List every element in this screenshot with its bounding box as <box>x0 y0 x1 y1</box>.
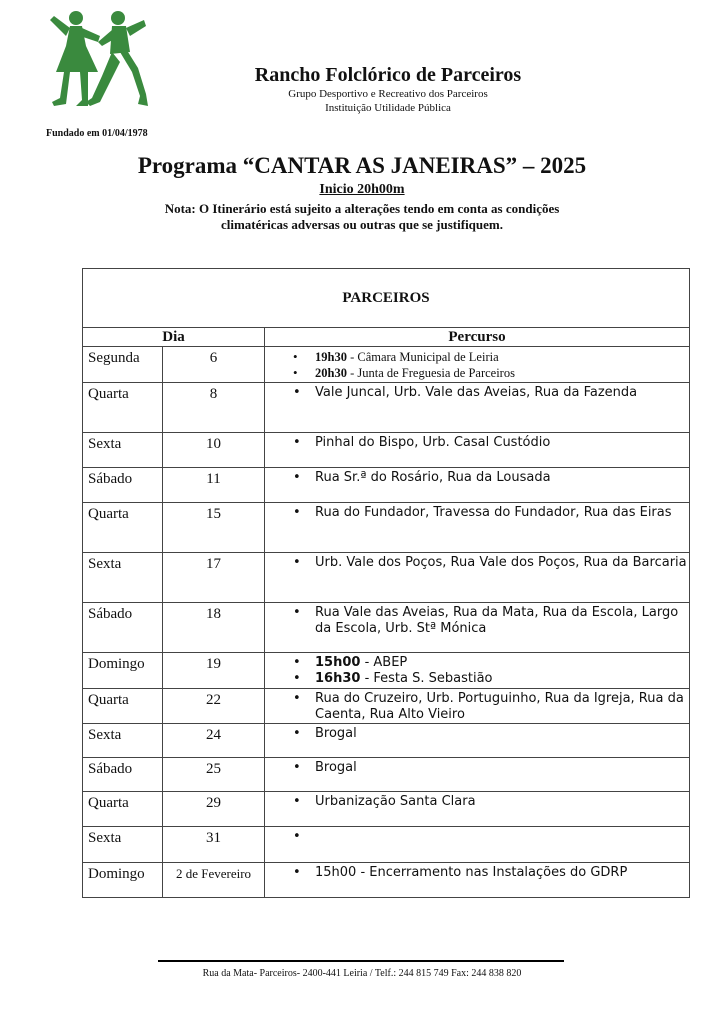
program-start-time: Inicio 20h00m <box>319 182 405 197</box>
route-text: Urb. Vale dos Poços, Rua Vale dos Poços, Rua da Barcaria <box>315 555 687 570</box>
row-day: Segunda <box>83 347 163 383</box>
row-route <box>265 468 690 503</box>
program-note <box>110 201 614 233</box>
row-date: 17 <box>163 553 265 603</box>
route-item <box>315 555 689 571</box>
footer-address: Rua da Mata- Parceiros- 2400-441 Leiria / Telf.: 244 815 749 Fax: 244 838 820 <box>202 968 522 979</box>
route-text: Rua do Fundador, Travessa do Fundador, Rua das Eiras <box>315 505 672 520</box>
table-row <box>83 433 690 468</box>
row-day: Sexta <box>83 553 163 603</box>
table-row <box>83 383 690 433</box>
row-date: 29 <box>163 792 265 827</box>
table-row <box>83 863 690 898</box>
row-day: Sábado <box>83 468 163 503</box>
table-row <box>83 468 690 503</box>
route-item <box>315 435 689 451</box>
route-item <box>315 760 689 776</box>
row-day: Domingo <box>83 653 163 689</box>
row-date: 19 <box>163 653 265 689</box>
row-date: 15 <box>163 503 265 553</box>
row-day: Quarta <box>83 792 163 827</box>
route-item <box>315 365 689 381</box>
table-row <box>83 347 690 383</box>
route-text: Rua do Cruzeiro, Urb. Portuguinho, Rua da Igreja, Rua da Caenta, Rua Alto Vieiro <box>315 691 684 722</box>
row-date: 25 <box>163 758 265 792</box>
table-row <box>83 503 690 553</box>
row-date: 31 <box>163 827 265 863</box>
route-item <box>315 470 689 486</box>
row-route <box>265 653 690 689</box>
route-text: 15h00 - Encerramento nas Instalações do GDRP <box>315 865 628 880</box>
route-text: - Festa S. Sebastião <box>360 671 493 686</box>
row-route <box>265 603 690 653</box>
route-item <box>315 655 689 671</box>
route-text: Brogal <box>315 760 357 775</box>
row-route <box>265 792 690 827</box>
footer-divider <box>158 960 564 962</box>
route-item <box>315 726 689 742</box>
route-item <box>315 385 689 401</box>
table-row <box>83 653 690 689</box>
route-text: - Câmara Municipal de Leiria <box>346 350 499 364</box>
row-route <box>265 433 690 468</box>
route-item <box>315 691 689 723</box>
organization-status: Instituição Utilidade Pública <box>325 102 451 114</box>
route-text: - Junta de Freguesia de Parceiros <box>346 366 515 380</box>
row-date: 6 <box>163 347 265 383</box>
row-day: Sexta <box>83 827 163 863</box>
route-text: Pinhal do Bispo, Urb. Casal Custódio <box>315 435 551 450</box>
row-day: Sexta <box>83 724 163 758</box>
row-date: 8 <box>163 383 265 433</box>
route-text: Brogal <box>315 726 357 741</box>
table-row <box>83 827 690 863</box>
route-time: 20h30 <box>315 366 347 380</box>
row-route <box>265 689 690 724</box>
row-date: 2 de Fevereiro <box>163 863 265 898</box>
row-date: 22 <box>163 689 265 724</box>
route-item <box>315 349 689 365</box>
row-day: Sexta <box>83 433 163 468</box>
program-title: Programa “CANTAR AS JANEIRAS” – 2025 <box>137 153 587 178</box>
route-item <box>315 605 689 637</box>
row-day: Sábado <box>83 758 163 792</box>
program-note-line: climatéricas adversas ou outras que se justifiquem. <box>220 217 503 232</box>
row-day: Domingo <box>83 863 163 898</box>
table-row <box>83 603 690 653</box>
row-date: 24 <box>163 724 265 758</box>
route-text: Vale Juncal, Urb. Vale das Aveias, Rua da Fazenda <box>315 385 638 400</box>
route-text: Rua Sr.ª do Rosário, Rua da Lousada <box>315 470 551 485</box>
row-route <box>265 724 690 758</box>
row-date: 18 <box>163 603 265 653</box>
row-day: Quarta <box>83 689 163 724</box>
route-time: 15h00 <box>315 655 361 670</box>
table-row <box>83 758 690 792</box>
row-day: Sábado <box>83 603 163 653</box>
row-route <box>265 827 690 863</box>
row-route <box>265 503 690 553</box>
column-header-day: Dia <box>83 328 265 347</box>
row-route <box>265 347 690 383</box>
row-route <box>265 758 690 792</box>
row-day: Quarta <box>83 383 163 433</box>
route-item <box>315 865 689 881</box>
folk-dancers-logo-icon <box>40 6 152 110</box>
column-header-route: Percurso <box>265 328 690 347</box>
table-row <box>83 724 690 758</box>
section-title: PARCEIROS <box>83 269 690 328</box>
founded-date: Fundado em 01/04/1978 <box>46 128 148 139</box>
table-row <box>83 553 690 603</box>
organization-subtitle: Grupo Desportivo e Recreativo dos Parceiros <box>288 88 488 100</box>
route-text: Rua Vale das Aveias, Rua da Mata, Rua da Escola, Largo da Escola, Urb. Stª Mónica <box>315 605 679 636</box>
route-item <box>315 671 689 687</box>
table-row <box>83 792 690 827</box>
route-time: 16h30 <box>315 671 361 686</box>
organization-name: Rancho Folclórico de Parceiros <box>254 64 522 86</box>
route-item <box>315 505 689 521</box>
route-text: - ABEP <box>360 655 408 670</box>
schedule-table <box>82 268 690 898</box>
row-route <box>265 383 690 433</box>
table-row <box>83 689 690 724</box>
route-item <box>315 794 689 810</box>
row-route <box>265 863 690 898</box>
route-time: 19h30 <box>315 350 347 364</box>
row-date: 11 <box>163 468 265 503</box>
row-date: 10 <box>163 433 265 468</box>
route-text: Urbanização Santa Clara <box>315 794 476 809</box>
row-route <box>265 553 690 603</box>
program-note-line: Nota: O Itinerário está sujeito a alterações tendo em conta as condições <box>164 201 560 216</box>
row-day: Quarta <box>83 503 163 553</box>
